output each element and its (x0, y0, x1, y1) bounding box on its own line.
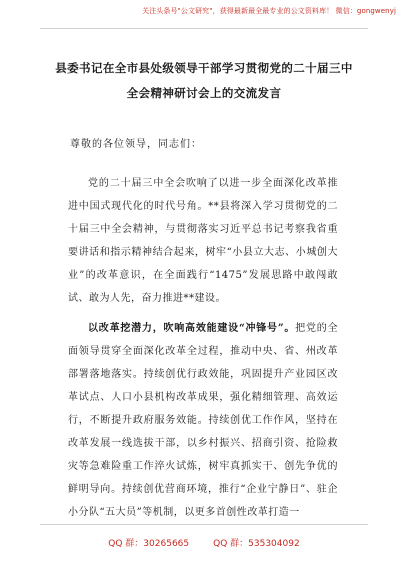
paragraph-2-body: 把党的全面领导贯穿全面深化改革全过程，推动中央、省、州改革部署落地落实。持续创优行政效能，巩固提升产业园区改革试点、人口小县机构改革成果，强化精细管理、高效运行，不断提升政府服务效能。持续创优工作作风，坚持在改革发展一线选拔干部，以乡村振兴、招商引资、抢险救灾等急难险重工作淬火试炼，树牢真抓实干、创先争优的鲜明导向。持续创优营商环境，推行“企业宁静日”、驻企小分队“五大员”等机制，以更多首创性改革打造一 (68, 323, 339, 518)
footer-divider (40, 524, 368, 525)
document-title-line-1: 县委书记在全市县处级领导干部学习贯彻党的二十届三中 (55, 61, 353, 75)
document-title (40, 56, 368, 106)
footer (0, 536, 408, 549)
paragraph-2 (68, 317, 338, 524)
footer-qq-group-2: QQ 群：535304092 (213, 539, 300, 549)
paragraph-2-lead: 以改革挖潜力，吹响高效能建设“冲锋号”。 (88, 323, 296, 334)
document-title-line-2: 全会精神研讨会上的交流发言 (126, 86, 282, 100)
header-banner: 关注头条号"公文研究"，获得最新最全最专业的公文资料库！ 微信：gongwenyj (142, 7, 396, 15)
footer-qq-group-1: QQ 群：30265665 (108, 539, 190, 549)
header-divider (40, 28, 368, 29)
paragraph-1: 党的二十届三中全会吹响了以进一步全面深化改革推进中国式现代化的时代号角。**县将深入学习贯彻党的二十届三中全会精神，与贯彻落实习近平总书记考察我省重要讲话和指示精神结合起来，树牢“小县立大志、小城创大业”的改革意识，在全面践行“1475”发展思路中敢闯敢试、敢为人先，奋力推进**建设。 (68, 178, 338, 304)
greeting: 尊敬的各位领导，同志们： (70, 139, 202, 150)
